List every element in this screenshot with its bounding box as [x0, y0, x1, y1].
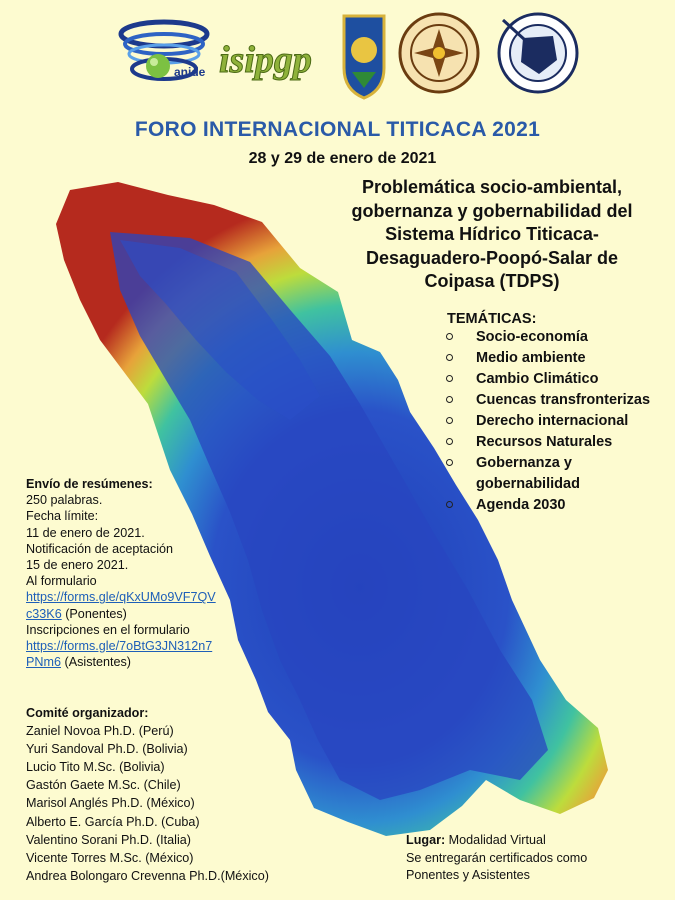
abstract-submission-title: Envío de resúmenes:	[26, 477, 153, 491]
tematica-label: Cambio Climático	[476, 371, 599, 387]
speakers-form-link[interactable]: https://forms.gle/qKxUMo9VF7QV	[26, 590, 216, 605]
tematica-label: Derecho internacional	[476, 413, 629, 429]
registration-intro: Inscripciones en el formulario	[26, 622, 190, 637]
speakers-form-link-cont[interactable]: c33K6	[26, 606, 62, 621]
organizing-committee	[26, 704, 316, 885]
committee-member: Zaniel Novoa Ph.D. (Perú)	[26, 724, 174, 739]
tematica-item	[444, 453, 672, 474]
notification-label: Notificación de aceptación	[26, 541, 174, 556]
attendees-form-link-cont[interactable]: PNm6	[26, 655, 61, 670]
speakers-note: (Ponentes)	[61, 606, 127, 621]
problem-line: Coipasa (TDPS)	[424, 271, 560, 291]
venue-value: Modalidad Virtual	[445, 833, 546, 847]
word-limit: 250 palabras.	[26, 493, 103, 508]
problem-line: Desaguadero-Poopó-Salar de	[365, 247, 619, 268]
svg-text:anide: anide	[174, 65, 206, 79]
venue-info	[406, 832, 666, 885]
page-title: FORO INTERNACIONAL TITICACA 2021	[134, 118, 541, 141]
circle-bullet-icon	[446, 438, 453, 445]
circle-bullet-icon	[446, 333, 453, 340]
problem-line: Problemática socio-ambiental,	[361, 177, 623, 197]
tematica-item	[444, 369, 672, 390]
tematica-item	[444, 348, 672, 369]
circle-bullet-icon	[446, 501, 453, 508]
tematica-label: Agenda 2030	[476, 497, 566, 513]
tematica-label: Gobernanza y	[476, 455, 572, 471]
tematica-label: Medio ambiente	[476, 350, 586, 366]
problem-statement	[322, 176, 662, 294]
circle-bullet-icon	[446, 375, 453, 382]
tematica-item	[444, 390, 672, 411]
tematicas-title: TEMÁTICAS:	[447, 311, 537, 327]
form-intro: Al formulario	[26, 574, 97, 589]
committee-title: Comité organizador:	[26, 706, 149, 720]
committee-member: Yuri Sandoval Ph.D. (Bolivia)	[26, 742, 188, 757]
deadline-date: 11 de enero de 2021.	[26, 525, 145, 540]
tematica-item	[444, 474, 672, 495]
problem-line: Sistema Hídrico Titicaca-	[385, 224, 599, 244]
committee-member: Alberto E. García Ph.D. (Cuba)	[26, 814, 200, 829]
certificates-note: Se entregarán certificados como	[406, 850, 588, 865]
event-dates: 28 y 29 de enero de 2021	[248, 150, 437, 167]
committee-member: Lucio Tito M.Sc. (Bolivia)	[26, 760, 165, 775]
certificates-note-cont: Ponentes y Asistentes	[406, 868, 530, 882]
problem-line: gobernanza y gobernabilidad del	[351, 200, 633, 221]
tematica-item	[444, 411, 672, 432]
notification-date: 15 de enero 2021.	[26, 558, 129, 573]
abstract-submission-info	[26, 476, 256, 670]
tematica-label: Cuencas transfronterizas	[476, 392, 651, 408]
circle-bullet-icon	[446, 396, 453, 403]
tematica-label: Recursos Naturales	[476, 434, 613, 450]
tematica-item	[444, 327, 672, 348]
tematica-label: Socio-economía	[476, 329, 588, 345]
committee-member: Vicente Torres M.Sc. (México)	[26, 850, 194, 865]
committee-members	[26, 722, 316, 885]
tematicas-list	[444, 327, 672, 516]
tematica-item	[444, 495, 672, 516]
tematica-label: gobernabilidad	[476, 476, 580, 492]
committee-member: Gastón Gaete M.Sc. (Chile)	[26, 778, 181, 793]
circle-bullet-icon	[446, 417, 453, 424]
circle-bullet-icon	[446, 354, 453, 361]
attendees-form-link[interactable]: https://forms.gle/7oBtG3JN312n7	[26, 639, 213, 654]
committee-member: Marisol Anglés Ph.D. (México)	[26, 796, 195, 811]
attendees-note: (Asistentes)	[61, 655, 131, 670]
circle-bullet-icon	[446, 459, 453, 466]
committee-member: Valentino Sorani Ph.D. (Italia)	[26, 832, 191, 847]
venue-label: Lugar:	[406, 833, 446, 847]
tematica-item	[444, 432, 672, 453]
svg-text:isipgp: isipgp	[219, 39, 312, 81]
committee-member: Andrea Bolongaro Crevenna Ph.D.(México)	[26, 868, 269, 883]
deadline-label: Fecha límite:	[26, 509, 99, 524]
